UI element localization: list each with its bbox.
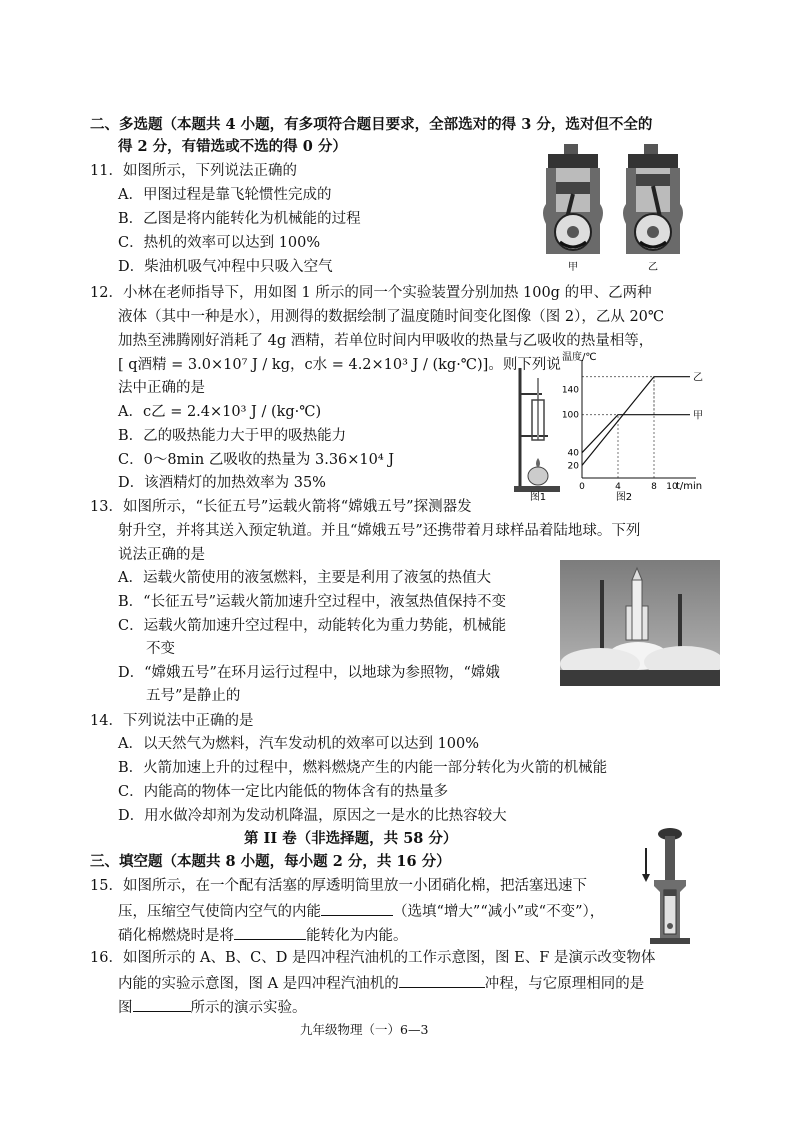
- y-tick-label: 40: [567, 448, 579, 459]
- fig1-caption: 图1: [529, 492, 547, 502]
- q13-option-a: A．运载火箭使用的液氢燃料，主要是利用了液氢的热值大: [118, 570, 491, 586]
- compression-cylinder-figure: [628, 826, 708, 946]
- y-tick-label: 140: [561, 385, 579, 396]
- part-2-title: 第 II 卷（非选择题，共 58 分）: [244, 830, 458, 847]
- engine-label-yi: 乙: [648, 262, 658, 273]
- q11-option-b: B．乙图是将内能转化为机械能的过程: [118, 211, 361, 227]
- q12-line2: 液体（其中一种是水），用测得的数据绘制了温度随时间变化图像（图 2），乙从 20℃: [118, 309, 665, 325]
- q11-option-d: D．柴油机吸气冲程中只吸入空气: [118, 259, 333, 275]
- q14-option-b: B．火箭加速上升的过程中，燃料燃烧产生的内能一部分转化为火箭的机械能: [118, 760, 608, 776]
- x-tick-label: 8: [651, 482, 657, 492]
- series-label-yi: 乙: [693, 372, 703, 384]
- q12-option-a: A．c乙 = 2.4×10³ J / (kg·℃): [118, 404, 322, 420]
- q12-line3: 加热至沸腾刚好消耗了 4g 酒精，若单位时间内甲吸收的热量与乙吸收的热量相等，: [118, 333, 654, 349]
- q12-option-b: B．乙的吸热能力大于甲的吸热能力: [118, 428, 347, 444]
- q16-line3: [118, 996, 307, 1018]
- q13-line3: 说法正确的是: [118, 547, 205, 563]
- temperature-time-chart: [560, 348, 710, 503]
- q15-line3-before-blank: 硝化棉燃烧时是将: [118, 928, 234, 944]
- chart-y-axis-label: 温度/℃: [562, 352, 597, 363]
- y-tick-label: 100: [561, 410, 579, 421]
- q14-stem: 14．下列说法中正确的是: [90, 713, 254, 729]
- q13-option-d-line2: 五号”是静止的: [146, 688, 241, 704]
- q12-option-c: C．0～8min 乙吸收的热量为 3.36×10⁴ J: [118, 452, 395, 468]
- q16-line3-after-blank: 所示的演示实验。: [190, 1000, 307, 1016]
- q16-line2-after-blank: 冲程，与它原理相同的是: [484, 976, 645, 992]
- q12-line4: [ q酒精 = 3.0×10⁷ J / kg，c水 = 4.2×10³ J / (kg·℃)]。则下列说: [118, 357, 561, 373]
- engine-figures: [540, 142, 700, 277]
- q16-blank-2[interactable]: [133, 996, 191, 1012]
- q11-stem: 11．如图所示，下列说法正确的: [90, 163, 297, 179]
- q14-option-c: C．内能高的物体一定比内能低的物体含有的热量多: [118, 784, 449, 800]
- series-label-jia: 甲: [693, 410, 703, 422]
- engine-figure-yi: [623, 144, 683, 254]
- section-3-header: 三、填空题（本题共 8 小题，每小题 2 分，共 16 分）: [90, 853, 451, 870]
- heating-apparatus-figure: [508, 360, 568, 502]
- q13-line1: 13．如图所示，“长征五号”运载火箭将“嫦娥五号”探测器发: [90, 499, 472, 515]
- chart-x-axis-label: t/min: [676, 481, 703, 492]
- q16-line1: 16．如图所示的 A、B、C、D 是四冲程汽油机的工作示意图，图 E、F 是演示改变物体: [90, 950, 656, 966]
- q13-option-b: B．“长征五号”运载火箭加速升空过程中，液氢热值保持不变: [118, 594, 506, 610]
- q15-line2: [118, 900, 604, 922]
- q16-line2-before-blank: 内能的实验示意图，图 A 是四冲程汽油机的: [118, 976, 399, 992]
- x-tick-label: 0: [579, 482, 585, 492]
- section-2-header-line1: 二、多选题（本题共 4 小题，有多项符合题目要求，全部选对的得 3 分，选对但不全的: [90, 116, 653, 133]
- q15-blank-2[interactable]: [234, 924, 306, 940]
- q16-line2: [118, 972, 644, 994]
- q13-option-d-line1: D．“嫦娥五号”在环月运行过程中，以地球为参照物，“嫦娥: [118, 665, 500, 681]
- q16-line3-before-blank: 图: [118, 1000, 133, 1016]
- q12-line5: 法中正确的是: [118, 380, 205, 396]
- rocket-launch-photo: [560, 560, 720, 686]
- q14-option-d: D．用水做冷却剂为发动机降温，原因之一是水的比热容较大: [118, 808, 507, 824]
- q12-option-d: D．该酒精灯的加热效率为 35%: [118, 475, 326, 491]
- q15-line2-before-blank: 压，压缩空气使筒内空气的内能: [118, 904, 321, 920]
- q11-option-c: C．热机的效率可以达到 100%: [118, 235, 321, 251]
- x-tick-label: 4: [615, 482, 621, 492]
- x-tick-label: 10: [666, 482, 678, 492]
- section-2-header-line2: 得 2 分，有错选或不选的得 0 分）: [118, 138, 347, 155]
- fig2-caption: 图2: [615, 492, 633, 503]
- q13-option-c-line1: C．运载火箭加速升空过程中，动能转化为重力势能，机械能: [118, 618, 507, 634]
- q15-line1: 15．如图所示，在一个配有活塞的厚透明筒里放一小团硝化棉，把活塞迅速下: [90, 878, 587, 894]
- q11-option-a: A．甲图过程是靠飞轮惯性完成的: [118, 187, 332, 203]
- y-tick-label: 20: [567, 461, 579, 472]
- q16-blank-1[interactable]: [399, 972, 485, 988]
- series-line-yi: [582, 377, 690, 466]
- q15-line3: [118, 924, 408, 946]
- series-line-jia: [582, 415, 690, 453]
- page-footer: 九年级物理（一）6—3: [300, 1022, 429, 1037]
- q15-line2-after-blank: （选填“增大”“减小”或“不变”），: [393, 904, 605, 920]
- engine-label-jia: 甲: [568, 262, 578, 273]
- q13-line2: 射升空，并将其送入预定轨道。并且“嫦娥五号”还携带着月球样品着陆地球。下列: [118, 523, 641, 539]
- q13-option-c-line2: 不变: [146, 641, 175, 657]
- q14-option-a: A．以天然气为燃料，汽车发动机的效率可以达到 100%: [118, 736, 480, 752]
- q15-blank-1[interactable]: [321, 900, 393, 916]
- engine-figure-jia: [543, 144, 603, 254]
- q12-line1: 12．小林在老师指导下，用如图 1 所示的同一个实验装置分别加热 100g 的甲、乙两种: [90, 285, 652, 301]
- q15-line3-after-blank: 能转化为内能。: [306, 928, 408, 944]
